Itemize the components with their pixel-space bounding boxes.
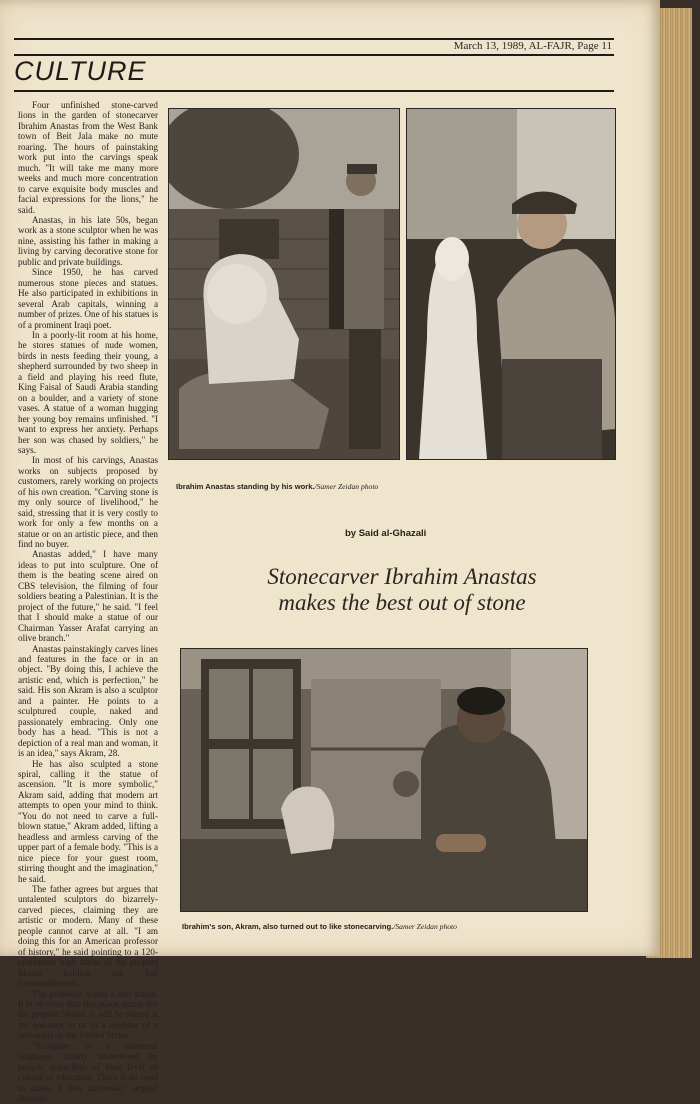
paragraph: The father agrees but argues that untalented sculptors do bizarrely-carved pieces, claiming they are artistic or modern. Many of these people cannot carve at all. "I am doing this for an American professor of history," he said pointing to a 120-centimeter high statue of the prophet Moses holding the Ten Commandments. [18,883,158,989]
article-body [18,100,158,1104]
paragraph: Since 1950, he has carved numerous stone pieces and statues. He also participated in exhibitions in several Arab capitals, winning a number of prizes. One of his statues is of a prominent Iraqi poet. [18,267,158,330]
headline-line-1: Stonecarver Ibrahim Anastas [267,564,537,589]
photo-ibrahim-statue [406,108,616,460]
paragraph: In most of his carvings, Anastas works on subjects proposed by customers, rarely working on projects of his own creation. "Carving stone is my only source of livelihood," he said, stressing that it is very costly to work for only a few months on a statue or on an artistic piece, and then find no buyer. [18,455,158,550]
photo-ibrahim-lion [168,108,400,460]
paragraph: The professor wants a real statue. It is obvious that this piece stands for the prophet Moses. It will be placed at the entrance to or in a corridor of a university in the United States. [18,988,158,1041]
date-page-line: March 13, 1989, AL-FAJR, Page 11 [453,40,612,52]
paragraph: "Sculpture is a universal language, clearly understood by people, regardless of their level of culture or education. There is no need to make it less universal," argued Anastas. [18,1040,158,1104]
photo-akram-studio [180,648,588,912]
section-rule [14,90,614,92]
byline: by Said al-Ghazali [345,528,427,539]
paragraph: Anastas painstakingly carves lines and features in the face or in an object. "By doing this, I achieve the artistic end, which is perfection," he said. His son Akram is also a sculptor and a painter. He points to a sculptured couple, naked and passionately embracing. Only one body has a head. "This is not a depiction of a real man and woman, it is an idea," says Akram, 28. [18,643,158,759]
paragraph: Anastas added," I have many ideas to put into sculpture. One of them is the beating scene aired on CBS television, the filming of four soldiers beating a Palestinian. It is the project of the future," he said. "I feel that I should make a statue of our Chairman Yasser Arafat carrying an olive branch." [18,549,158,644]
section-title: CULTURE [14,56,147,86]
paragraph: In a poorly-lit room at his home, he stores statues of nude women, birds in nests feeding their young, a shepherd surrounded by two sheep in a field and playing his reed flute, King Faisal of Saudi Arabia standing on a boulder, and a variety of stone vases. A statue of a woman hugging her young boy remains unfinished. "I want to express her anxiety. Perhaps her son was chased by soldiers," he says. [18,329,158,455]
top-photo-caption: Ibrahim Anastas standing by his work./Samer Zeidan photo [176,482,379,491]
headline [232,564,572,616]
paragraph: Four unfinished stone-carved lions in the garden of stonecarver Ibrahim Anastas from the West Bank town of Beit Jala make no mute roaring. The hours of painstaking work put into the carvings speak much. "It will take me many more weeks and much more concentration to carve exquisite body muscles and facial expressions for the lions," he said. [18,100,158,215]
bottom-photo-caption: Ibrahim's son, Akram, also turned out to like stonecarving./Samer Zeidan photo [182,922,457,931]
paragraph: Anastas, in his late 50s, began work as a stone sculptor when he was nine, assisting his father in making a living by carving decorative stone for public and private buildings. [18,214,158,267]
headline-line-2: makes the best out of stone [278,590,526,615]
paragraph: He has also sculpted a stone spiral, calling it the statue of ascension. "It is more symbolic," Akram said, adding that modern art attempts to open your mind to think. "You do not need to carve a full-blown statue," Akram added, lifting a headless and armless carving of the upper part of a female body. "This is a nice piece for your guest room, stirring thought and the imagination," he said. [18,758,158,884]
